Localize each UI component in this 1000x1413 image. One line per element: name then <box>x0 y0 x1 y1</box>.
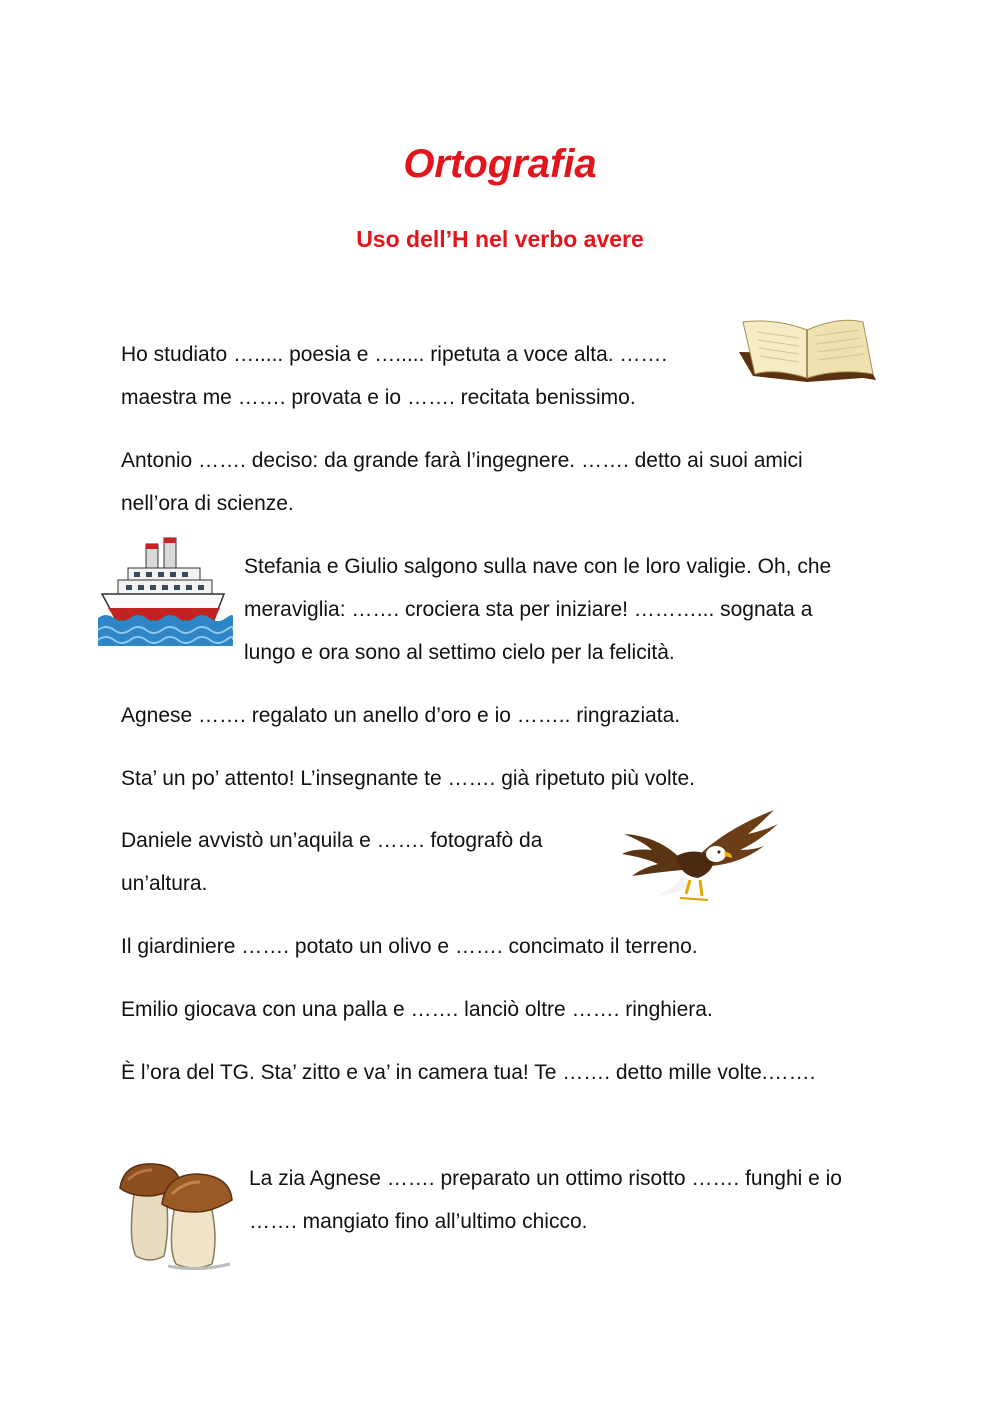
exercise-4: Agnese ……. regalato un anello d’oro e io …….. ringraziata. <box>121 704 681 727</box>
page-title: Ortografia <box>403 142 597 186</box>
mushrooms-icon <box>118 1160 238 1272</box>
exercise-5: Sta’ un po’ attento! L’insegnante te ……. già ripetuto più volte. <box>121 767 695 790</box>
exercise-6: Daniele avvistò un’aquila e ……. fotografò da un’altura. <box>121 829 543 895</box>
exercise-1: Ho studiato …..... poesia e …..... ripetuta a voce alta. ……. maestra me ……. provata e io ……. recitata benissimo. <box>121 343 668 409</box>
exercise-10: La zia Agnese ……. preparato un ottimo risotto ……. funghi e io ……. mangiato fino all’ultimo chicco. <box>249 1167 842 1233</box>
eagle-icon <box>618 806 780 906</box>
exercise-2: Antonio ……. deciso: da grande farà l’ingegnere. ……. detto ai suoi amici nell’ora di scienze. <box>121 449 803 515</box>
exercise-3: Stefania e Giulio salgono sulla nave con le loro valigie. Oh, che meraviglia: ……. crociera sta per iniziare! ………... sognata a lungo e ora sono al settimo cielo per la felicità. <box>244 555 832 664</box>
book-icon <box>735 316 880 388</box>
exercise-9: È l’ora del TG. Sta’ zitto e va’ in camera tua! Te ……. detto mille volte.……. <box>121 1061 816 1084</box>
exercise-8: Emilio giocava con una palla e ……. lanciò oltre ……. ringhiera. <box>121 998 713 1021</box>
exercise-7: Il giardiniere ……. potato un olivo e ……. concimato il terreno. <box>121 935 698 958</box>
page-subtitle: Uso dell’H nel verbo avere <box>356 226 644 252</box>
ship-icon <box>98 534 233 646</box>
